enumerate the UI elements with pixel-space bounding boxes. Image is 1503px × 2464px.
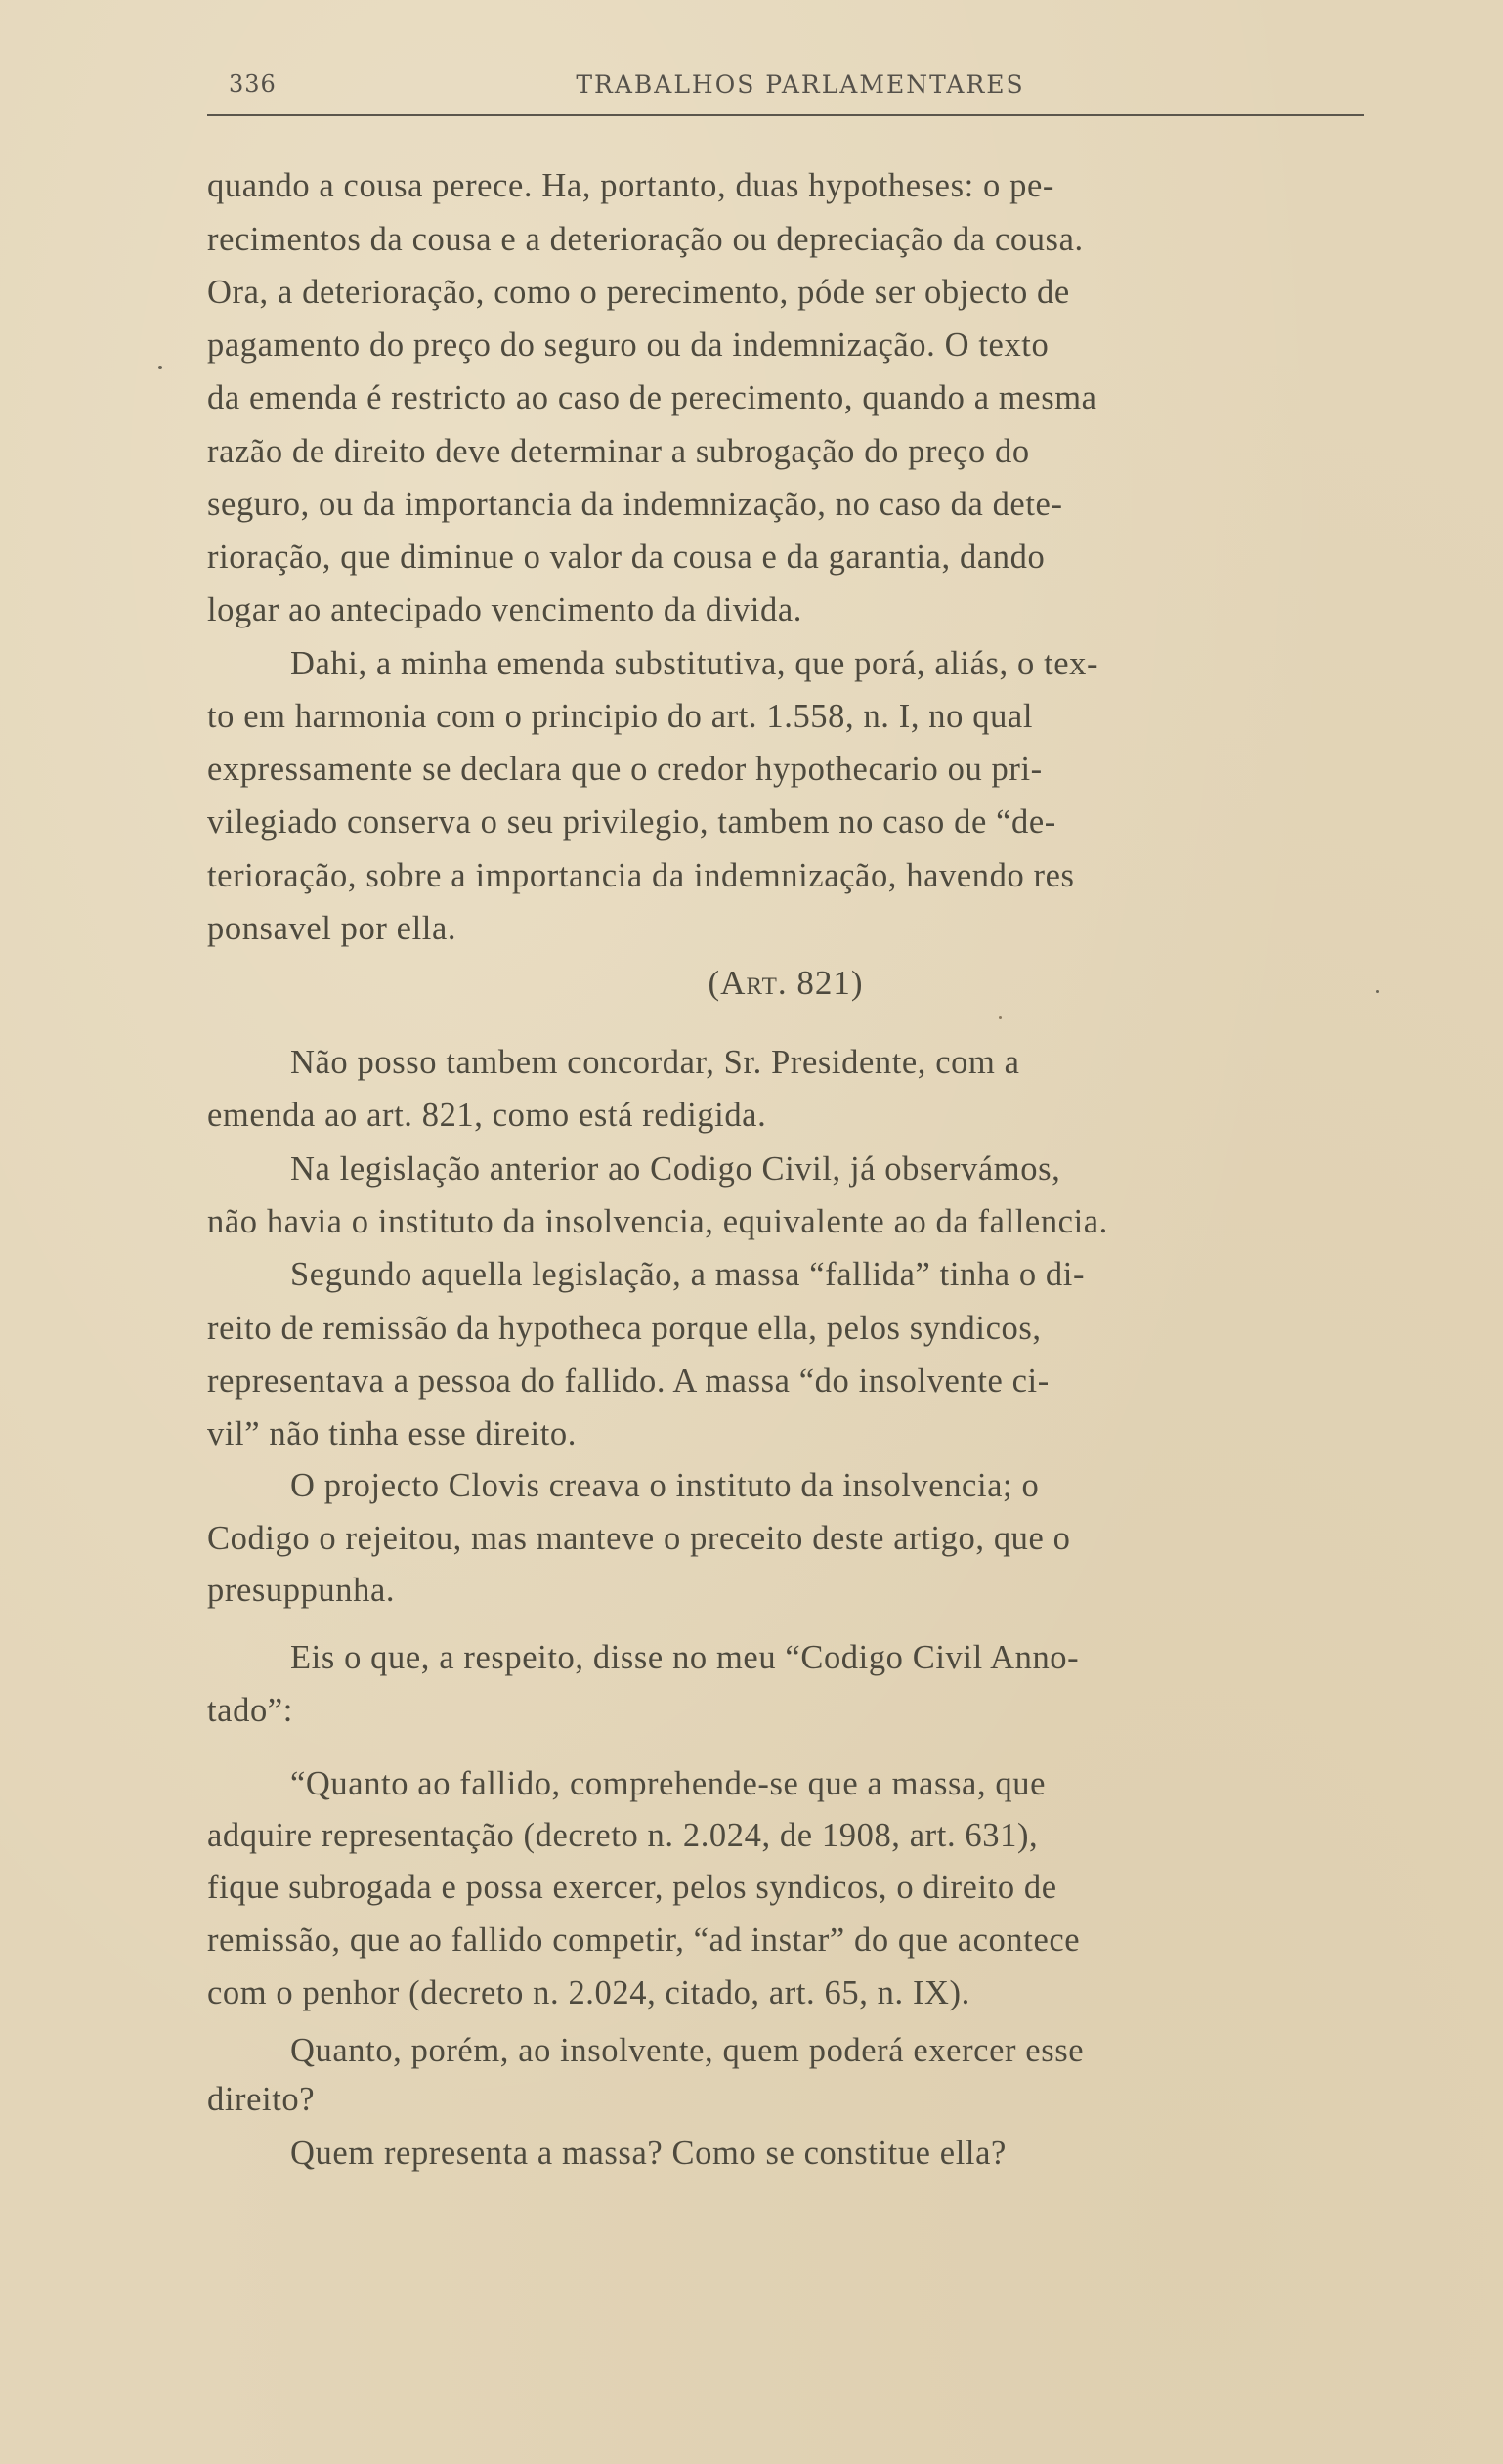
text-line: pagamento do preço do seguro ou da indemnização. O texto	[207, 326, 1050, 364]
page-number: 336	[229, 70, 277, 98]
text-line: não havia o instituto da insolvencia, equivalente ao da fallencia.	[207, 1203, 1108, 1240]
quote-line: adquire representação (decreto n. 2.024, de 1908, art. 631),	[207, 1817, 1039, 1854]
text-line: ponsavel por ella.	[207, 910, 457, 947]
text-line: vilegiado conserva o seu privilegio, tambem no caso de “de-	[207, 803, 1056, 841]
header-rule	[207, 114, 1364, 116]
text-line: to em harmonia com o principio do art. 1.558, n. I, no qual	[207, 698, 1034, 735]
section-heading	[207, 964, 1364, 1003]
text-line: terioração, sobre a importancia da indemnização, havendo res	[207, 857, 1075, 894]
quote-line: com o penhor (decreto n. 2.024, citado, art. 65, n. IX).	[207, 1974, 970, 2011]
paragraph-first-line: Eis o que, a respeito, disse no meu “Codigo Civil Anno-	[290, 1639, 1080, 1676]
text-line: reito de remissão da hypotheca porque ella, pelos syndicos,	[207, 1310, 1042, 1347]
text-line: emenda ao art. 821, como está redigida.	[207, 1097, 767, 1134]
text-line: Codigo o rejeitou, mas manteve o preceito deste artigo, que o	[207, 1520, 1071, 1557]
text-line: direito?	[207, 2081, 316, 2118]
quote-line: fique subrogada e possa exercer, pelos syndicos, o direito de	[207, 1869, 1057, 1906]
paragraph-first-line: Não posso tambem concordar, Sr. Presidente, com a	[290, 1044, 1020, 1081]
paragraph-first-line: Na legislação anterior ao Codigo Civil, já observámos,	[290, 1150, 1061, 1188]
text-line: da emenda é restricto ao caso de perecimento, quando a mesma	[207, 379, 1097, 416]
text-line: vil” não tinha esse direito.	[207, 1415, 577, 1452]
text-line: recimentos da cousa e a deterioração ou depreciação da cousa.	[207, 221, 1084, 258]
paragraph-first-line: Dahi, a minha emenda substitutiva, que porá, aliás, o tex-	[290, 645, 1099, 682]
scan-speck	[1376, 990, 1379, 993]
heading-word: Art	[720, 964, 778, 1002]
text-line: tado”:	[207, 1692, 293, 1729]
text-line: razão de direito deve determinar a subrogação do preço do	[207, 433, 1030, 470]
text-line: seguro, ou da importancia da indemnização, no caso da dete-	[207, 486, 1063, 523]
text-line: expressamente se declara que o credor hypothecario ou pri-	[207, 751, 1043, 788]
paragraph-first-line: Segundo aquella legislação, a massa “fallida” tinha o di-	[290, 1256, 1086, 1293]
heading-number: . 821)	[777, 964, 864, 1002]
quote-line: remissão, que ao fallido competir, “ad instar” do que acontece	[207, 1922, 1081, 1959]
paragraph-first-line: Quem representa a massa? Como se constitue ella?	[290, 2135, 1007, 2172]
text-line: rioração, que diminue o valor da cousa e da garantia, dando	[207, 539, 1046, 576]
text-line: presuppunha.	[207, 1572, 396, 1609]
text-line: representava a pessoa do fallido. A massa “do insolvente ci-	[207, 1362, 1050, 1400]
quote-first-line: “Quanto ao fallido, comprehende-se que a massa, que	[290, 1765, 1047, 1802]
text-line: Ora, a deterioração, como o perecimento, póde ser objecto de	[207, 274, 1070, 311]
running-title: TRABALHOS PARLAMENTARES	[576, 70, 1025, 99]
text-line: quando a cousa perece. Ha, portanto, duas hypotheses: o pe-	[207, 167, 1054, 204]
heading-open-paren: (	[708, 964, 721, 1002]
scan-speck	[158, 366, 162, 369]
scan-speck	[999, 1016, 1002, 1019]
running-head	[207, 66, 1364, 106]
paragraph-first-line: O projecto Clovis creava o instituto da insolvencia; o	[290, 1467, 1040, 1504]
paragraph-first-line: Quanto, porém, ao insolvente, quem poderá exercer esse	[290, 2032, 1085, 2069]
text-line: logar ao antecipado vencimento da divida.	[207, 591, 802, 628]
